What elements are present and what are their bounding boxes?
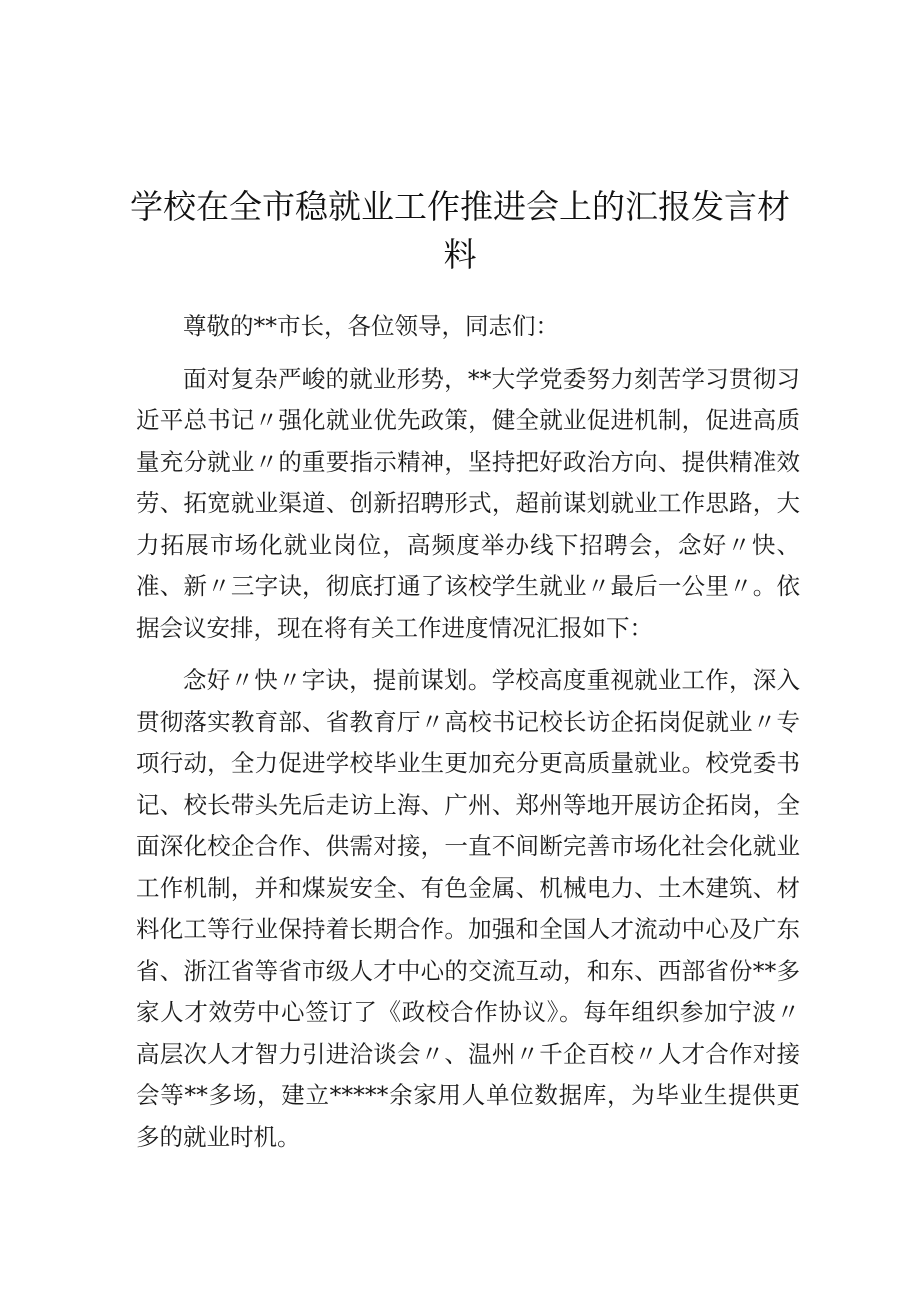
salutation: 尊敬的**市长，各位领导，同志们： bbox=[183, 312, 559, 340]
document-body bbox=[136, 306, 800, 1169]
paragraph-intro: 面对复杂严峻的就业形势，**大学党委努力刻苦学习贯彻习近平总书记〃强化就业优先政策，健全就业促进机制，促进高质量充分就业〃的重要指示精神，坚持把好政治方向、提供精准效劳、拓宽就业渠道、创新招聘形式，超前谋划就业工作思路，大力拓展市场化就业岗位，高频度举办线下招聘会，念好〃快、准、新〃三字诀，彻底打通了该校学生就业〃最后一公里〃。依据会议安排，现在将有关工作进度情况汇报如下： bbox=[136, 364, 800, 642]
paragraph-kuai: 念好〃快〃字诀，提前谋划。学校高度重视就业工作，深入贯彻落实教育部、省教育厅〃高校书记校长访企拓岗促就业〃专项行动，全力促进学校毕业生更加充分更高质量就业。校党委书记、校长带头先后走访上海、广州、郑州等地开展访企拓岗，全面深化校企合作、供需对接，一直不间断完善市场化社会化就业工作机制，并和煤炭安全、有色金属、机械电力、土木建筑、材料化工等行业保持着长期合作。加强和全国人才流动中心及广东省、浙江省等省市级人才中心的交流互动，和东、西部省份**多家人才效劳中心签订了《政校合作协议》。每年组织参加宁波〃高层次人才智力引进洽谈会〃、温州〃千企百校〃人才合作对接会等**多场，建立*****余家用人单位数据库，为毕业生提供更多的就业时机。 bbox=[136, 666, 800, 1151]
document-title: 学校在全市稳就业工作推进会上的汇报发言材料 bbox=[130, 187, 790, 274]
